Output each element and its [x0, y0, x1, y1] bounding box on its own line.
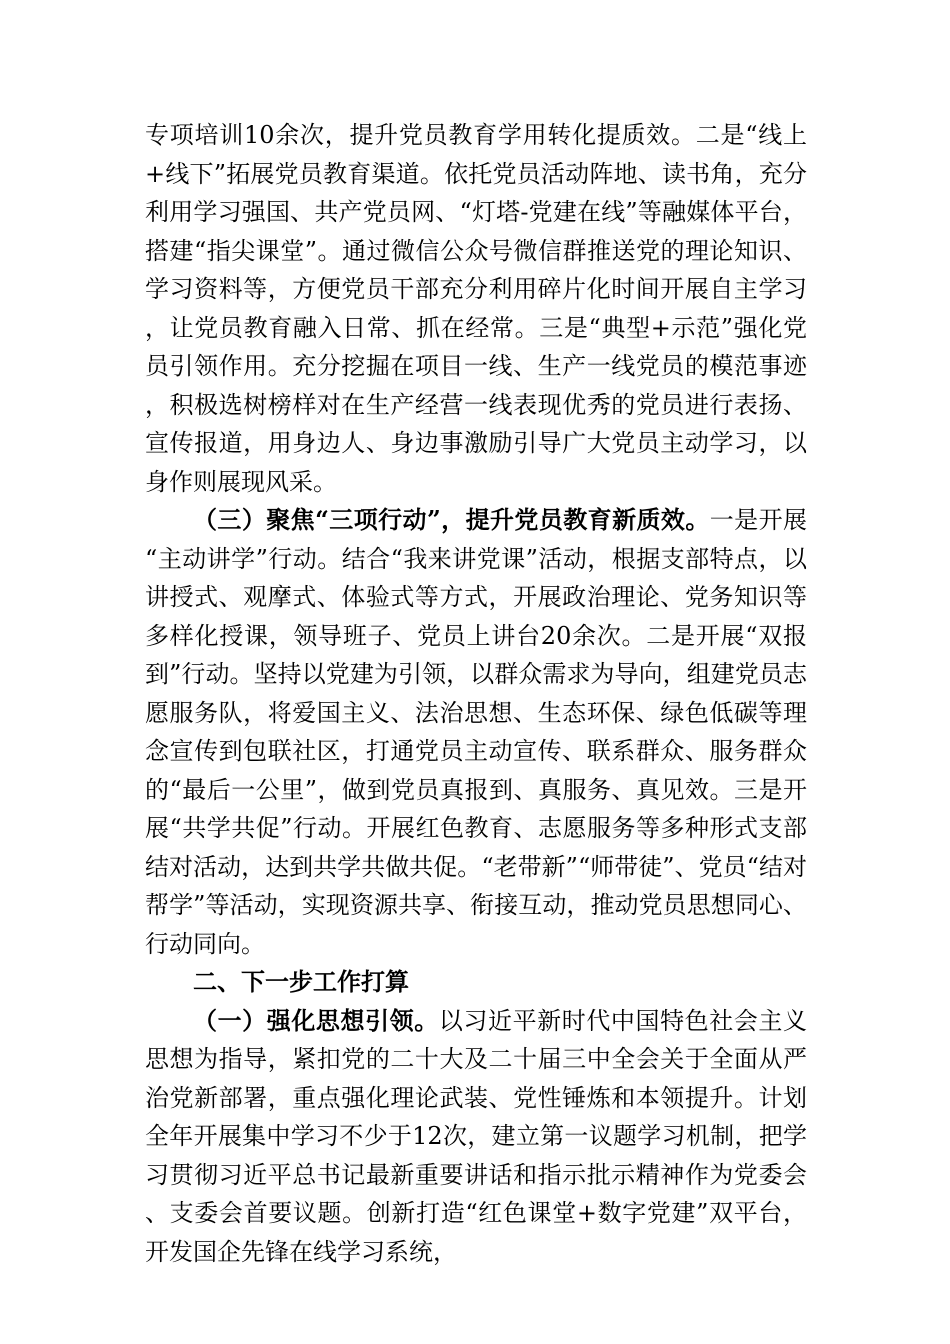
heading-next-steps: 二、下一步工作打算	[193, 968, 409, 996]
paragraph-strengthen-guidance	[145, 1002, 807, 1272]
strengthen-guidance-lead: （一）强化思想引领。	[193, 1005, 439, 1035]
section-three-body: 一是开展“主动讲学”行动。结合“我来讲党课”活动，根据支部特点，以讲授式、观摩式、体验式等方式，开展政治理论、党务知识等多样化授课，领导班子、党员上讲台20余次。二是开展“双报到”行动。坚持以党建为引领，以群众需求为导向，组建党员志愿服务队，将爱国主义、法治思想、生态环保、绿色低碳等理念宣传到包联社区，打通党员主动宣传、联系群众、服务群众的“最后一公里”，做到党员真报到、真服务、真见效。三是开展“共学共促”行动。开展红色教育、志愿服务等多种形式支部结对活动，达到共学共做共促。“老带新”“师带徒”、党员“结对帮学”等活动，实现资源共享、衔接互动，推动党员思想同心、行动同向。	[145, 506, 808, 958]
strengthen-guidance-body: 以习近平新时代中国特色社会主义思想为指导，紧扣党的二十大及二十届三中全会关于全面从严治党新部署，重点强化理论武装、党性锤炼和本领提升。计划全年开展集中学习不少于12次，建立第一议题学习机制，把学习贯彻习近平总书记最新重要讲话和指示批示精神作为党委会、支委会首要议题。创新打造“红色课堂+数字党建”双平台，开发国企先锋在线学习系统，	[145, 1006, 808, 1266]
section-three-lead: （三）聚焦“三项行动”，提升党员教育新质效。	[193, 505, 710, 534]
paragraph-section-three	[145, 501, 807, 963]
paragraph-continuation: 专项培训10余次，提升党员教育学用转化提质效。二是“线上+线下”拓展党员教育渠道。依托党员活动阵地、读书角，充分利用学习强国、共产党员网、“灯塔-党建在线”等融媒体平台，搭建“指尖课堂”。通过微信公众号微信群推送党的理论知识、学习资料等，方便党员干部充分利用碎片化时间开展自主学习，让党员教育融入日常、抓在经常。三是“典型+示范”强化党员引领作用。充分挖掘在项目一线、生产一线党员的模范事迹，积极选树榜样对在生产经营一线表现优秀的党员进行表扬、宣传报道，用身边人、身边事激励引导广大党员主动学习，以身作则展现风采。	[145, 121, 807, 496]
document-body	[145, 116, 807, 1271]
